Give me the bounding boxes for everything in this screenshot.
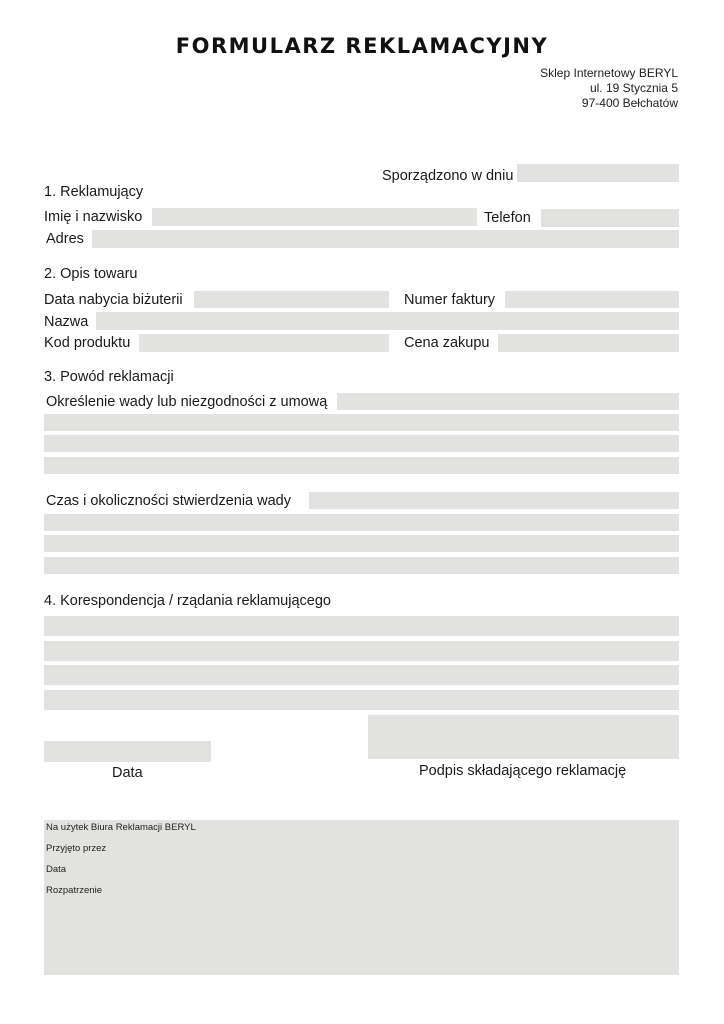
invoice-label: Numer faktury	[404, 292, 496, 308]
correspondence-field-line-1[interactable]	[44, 616, 679, 636]
product-code-field[interactable]	[139, 334, 389, 352]
defect-field-line-4[interactable]	[44, 457, 679, 474]
correspondence-field-line-3[interactable]	[44, 665, 679, 685]
correspondence-field-line-2[interactable]	[44, 641, 679, 661]
correspondence-field-line-4[interactable]	[44, 690, 679, 710]
phone-field[interactable]	[541, 209, 679, 227]
office-use-box	[44, 820, 679, 975]
shop-street: ul. 19 Stycznia 5	[589, 81, 678, 95]
defect-field-line-1[interactable]	[337, 393, 679, 410]
section-3-heading: 3. Powód reklamacji	[44, 369, 174, 385]
circumstances-field-line-4[interactable]	[44, 557, 679, 574]
product-name-field[interactable]	[96, 312, 679, 330]
circumstances-label: Czas i okoliczności stwierdzenia wady	[46, 493, 291, 509]
address-label: Adres	[46, 231, 84, 247]
defect-field-line-2[interactable]	[44, 414, 679, 431]
signature-date-label: Data	[112, 765, 143, 781]
purchase-date-label: Data nabycia biżuterii	[44, 292, 183, 308]
phone-label: Telefon	[484, 210, 531, 226]
purchase-price-label: Cena zakupu	[404, 335, 490, 351]
section-2-heading: 2. Opis towaru	[44, 266, 138, 282]
defect-label: Określenie wady lub niezgodności z umową	[46, 394, 328, 410]
product-code-label: Kod produktu	[44, 335, 131, 351]
section-1-heading: 1. Reklamujący	[44, 184, 144, 200]
signature-date-field[interactable]	[44, 741, 211, 762]
purchase-price-field[interactable]	[498, 334, 679, 352]
submission-date-label: Sporządzono w dniu	[382, 168, 514, 184]
signature-label: Podpis składającego reklamację	[419, 763, 627, 779]
address-field[interactable]	[92, 230, 679, 248]
circumstances-field-line-2[interactable]	[44, 514, 679, 531]
received-by-label: Przyjęto przez	[46, 843, 107, 854]
circumstances-field-line-1[interactable]	[309, 492, 679, 509]
office-date-label: Data	[46, 864, 67, 875]
section-4-heading: 4. Korespondencja / rządania reklamującego	[44, 593, 331, 609]
product-name-label: Nazwa	[44, 314, 89, 330]
resolution-label: Rozpatrzenie	[46, 885, 102, 896]
purchase-date-field[interactable]	[194, 291, 389, 308]
signature-field[interactable]	[368, 715, 679, 759]
submission-date-field[interactable]	[517, 164, 679, 182]
defect-field-line-3[interactable]	[44, 435, 679, 452]
invoice-field[interactable]	[505, 291, 679, 308]
circumstances-field-line-3[interactable]	[44, 535, 679, 552]
shop-city: 97-400 Bełchatów	[581, 96, 678, 110]
shop-name: Sklep Internetowy BERYL	[540, 66, 678, 80]
office-use-heading: Na użytek Biura Reklamacji BERYL	[46, 822, 196, 833]
name-label: Imię i nazwisko	[44, 209, 143, 225]
name-field[interactable]	[152, 208, 477, 226]
form-title: FORMULARZ REKLAMACYJNY	[175, 34, 549, 58]
